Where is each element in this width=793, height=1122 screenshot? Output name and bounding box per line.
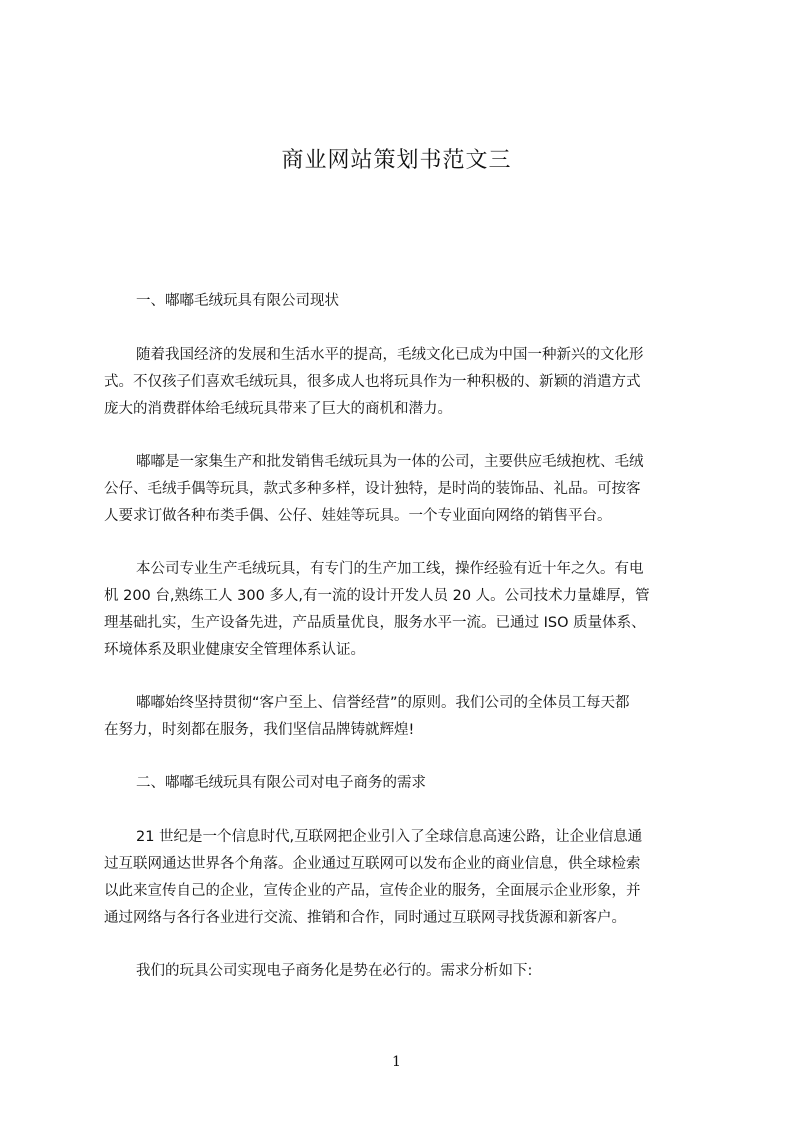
paragraph-3-line-2: 机 200 台,熟练工人 300 多人,有一流的设计开发人员 20 人。公司技术力量雄厚，管: [104, 588, 650, 604]
paragraph-3-line-4: 环境体系及职业健康安全管理体系认证。: [104, 642, 365, 658]
paragraph-4-line-1: 嘟嘟始终坚持贯彻“客户至上、信誉经营”的原则。我们公司的全体员工每天都: [136, 695, 630, 711]
section-heading-2: 二、嘟嘟毛绒玩具有限公司对电子商务的需求: [136, 775, 426, 791]
paragraph-5-line-4: 通过网络与各行各业进行交流、推销和合作，同时通过互联网寻找货源和新客户。: [104, 910, 626, 926]
paragraph-5-line-1: 21 世纪是一个信息时代,互联网把企业引入了全球信息高速公路，让企业信息通: [136, 829, 643, 845]
paragraph-1-line-2: 式。不仅孩子们喜欢毛绒玩具，很多成人也将玩具作为一种积极的、新颖的消遣方式: [104, 374, 641, 390]
paragraph-2-line-2: 公仔、毛绒手偶等玩具，款式多种多样，设计独特，是时尚的装饰品、礼品。可按客: [104, 481, 641, 497]
page-number: 1: [392, 1054, 401, 1070]
paragraph-1-line-3: 庞大的消费群体给毛绒玩具带来了巨大的商机和潜力。: [104, 401, 452, 417]
paragraph-1-line-1: 随着我国经济的发展和生活水平的提高，毛绒文化已成为中国一种新兴的文化形: [136, 347, 644, 363]
section-heading-1: 一、嘟嘟毛绒玩具有限公司现状: [136, 293, 339, 309]
paragraph-6-line-1: 我们的玩具公司实现电子商务化是势在必行的。需求分析如下:: [136, 963, 533, 979]
document-title: 商业网站策划书范文三: [281, 148, 512, 173]
paragraph-3-line-3: 理基础扎实，生产设备先进，产品质量优良，服务水平一流。已通过 ISO 质量体系、: [104, 615, 646, 631]
paragraph-3-line-1: 本公司专业生产毛绒玩具，有专门的生产加工线，操作经验有近十年之久。有电: [136, 561, 644, 577]
paragraph-5-line-2: 过互联网通达世界各个角落。企业通过互联网可以发布企业的商业信息，供全球检索: [104, 856, 641, 872]
paragraph-4-line-2: 在努力，时刻都在服务，我们坚信品牌铸就辉煌!: [104, 722, 415, 738]
paragraph-5-line-3: 以此来宣传自己的企业，宣传企业的产品，宣传企业的服务，全面展示企业形象，并: [104, 883, 641, 899]
paragraph-2-line-3: 人要求订做各种布类手偶、公仔、娃娃等玩具。一个专业面向网络的销售平台。: [104, 508, 612, 524]
paragraph-2-line-1: 嘟嘟是一家集生产和批发销售毛绒玩具为一体的公司，主要供应毛绒抱枕、毛绒: [136, 454, 644, 470]
